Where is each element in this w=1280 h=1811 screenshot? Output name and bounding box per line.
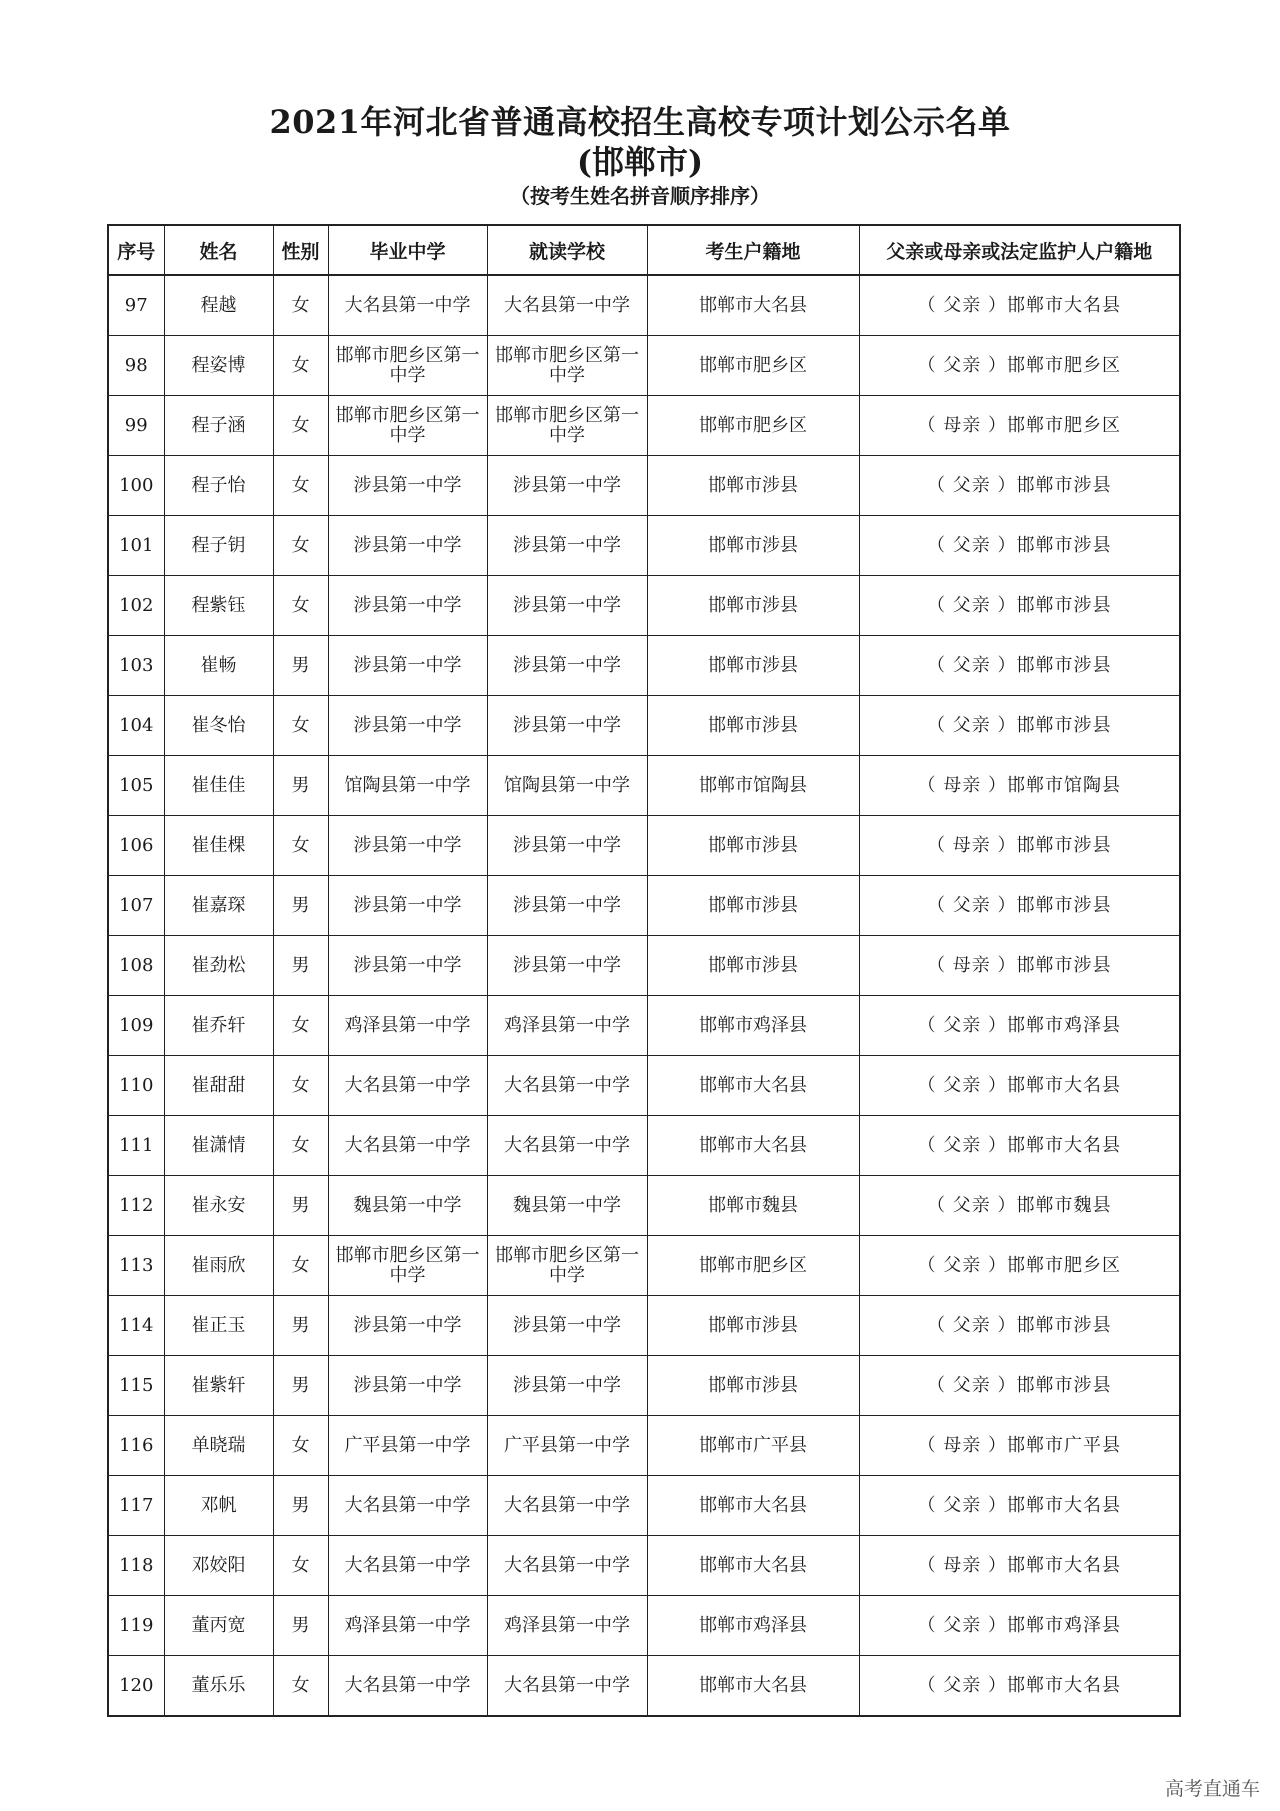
- cell-graduated-school: 广平县第一中学: [328, 1416, 487, 1476]
- cell-gender: 女: [273, 516, 328, 576]
- cell-graduated-school: 涉县第一中学: [328, 1356, 487, 1416]
- cell-graduated-school: 涉县第一中学: [328, 696, 487, 756]
- cell-household: 邯郸市广平县: [647, 1416, 859, 1476]
- cell-gender: 女: [273, 696, 328, 756]
- cell-name: 崔佳佳: [164, 756, 273, 816]
- cell-household: 邯郸市大名县: [647, 275, 859, 336]
- cell-household: 邯郸市大名县: [647, 1656, 859, 1717]
- cell-guardian-household: （ 父亲 ）邯郸市涉县: [859, 576, 1180, 636]
- cell-gender: 女: [273, 275, 328, 336]
- cell-name: 邓姣阳: [164, 1536, 273, 1596]
- cell-household: 邯郸市涉县: [647, 636, 859, 696]
- cell-name: 董乐乐: [164, 1656, 273, 1717]
- cell-graduated-school: 涉县第一中学: [328, 576, 487, 636]
- cell-household: 邯郸市肥乡区: [647, 1236, 859, 1296]
- cell-current-school: 涉县第一中学: [487, 636, 647, 696]
- cell-guardian-household: （ 父亲 ）邯郸市大名县: [859, 1476, 1180, 1536]
- cell-gender: 男: [273, 1176, 328, 1236]
- cell-index: 98: [108, 336, 164, 396]
- cell-graduated-school: 邯郸市肥乡区第一中学: [328, 336, 487, 396]
- cell-name: 单晓瑞: [164, 1416, 273, 1476]
- cell-name: 崔正玉: [164, 1296, 273, 1356]
- cell-index: 117: [108, 1476, 164, 1536]
- table-row: [108, 336, 1180, 396]
- cell-gender: 男: [273, 1476, 328, 1536]
- cell-name: 崔冬怡: [164, 696, 273, 756]
- cell-current-school: 鸡泽县第一中学: [487, 1596, 647, 1656]
- cell-index: 114: [108, 1296, 164, 1356]
- document-title: 2021年河北省普通高校招生高校专项计划公示名单: [269, 103, 1011, 141]
- cell-graduated-school: 大名县第一中学: [328, 1656, 487, 1717]
- table-row: [108, 1176, 1180, 1236]
- cell-household: 邯郸市涉县: [647, 1296, 859, 1356]
- cell-name: 崔乔轩: [164, 996, 273, 1056]
- cell-name: 崔潇情: [164, 1116, 273, 1176]
- cell-guardian-household: （ 母亲 ）邯郸市涉县: [859, 936, 1180, 996]
- cell-name: 邓帆: [164, 1476, 273, 1536]
- cell-index: 103: [108, 636, 164, 696]
- table-row: [108, 936, 1180, 996]
- cell-guardian-household: （ 父亲 ）邯郸市魏县: [859, 1176, 1180, 1236]
- cell-gender: 女: [273, 1656, 328, 1717]
- cell-index: 104: [108, 696, 164, 756]
- cell-current-school: 涉县第一中学: [487, 456, 647, 516]
- cell-index: 120: [108, 1656, 164, 1717]
- cell-current-school: 大名县第一中学: [487, 1116, 647, 1176]
- cell-index: 97: [108, 275, 164, 336]
- header-cell: 就读学校: [487, 225, 647, 275]
- header-cell: 姓名: [164, 225, 273, 275]
- cell-current-school: 邯郸市肥乡区第一中学: [487, 336, 647, 396]
- cell-index: 113: [108, 1236, 164, 1296]
- cell-guardian-household: （ 父亲 ）邯郸市鸡泽县: [859, 1596, 1180, 1656]
- cell-household: 邯郸市涉县: [647, 1356, 859, 1416]
- roster-table: [107, 224, 1181, 1717]
- cell-index: 112: [108, 1176, 164, 1236]
- cell-graduated-school: 魏县第一中学: [328, 1176, 487, 1236]
- table-row: [108, 275, 1180, 336]
- cell-index: 99: [108, 396, 164, 456]
- cell-index: 100: [108, 456, 164, 516]
- table-row: [108, 396, 1180, 456]
- cell-graduated-school: 大名县第一中学: [328, 1056, 487, 1116]
- cell-current-school: 邯郸市肥乡区第一中学: [487, 1236, 647, 1296]
- cell-guardian-household: （ 父亲 ）邯郸市肥乡区: [859, 336, 1180, 396]
- cell-gender: 男: [273, 1596, 328, 1656]
- cell-current-school: 涉县第一中学: [487, 1356, 647, 1416]
- table-row: [108, 696, 1180, 756]
- cell-graduated-school: 鸡泽县第一中学: [328, 1596, 487, 1656]
- cell-index: 118: [108, 1536, 164, 1596]
- header-cell: 毕业中学: [328, 225, 487, 275]
- cell-index: 109: [108, 996, 164, 1056]
- header-cell: 父亲或母亲或法定监护人户籍地: [859, 225, 1180, 275]
- cell-current-school: 广平县第一中学: [487, 1416, 647, 1476]
- cell-graduated-school: 邯郸市肥乡区第一中学: [328, 396, 487, 456]
- cell-current-school: 涉县第一中学: [487, 816, 647, 876]
- cell-name: 崔劲松: [164, 936, 273, 996]
- cell-guardian-household: （ 母亲 ）邯郸市大名县: [859, 1536, 1180, 1596]
- cell-index: 106: [108, 816, 164, 876]
- cell-name: 崔佳棵: [164, 816, 273, 876]
- cell-graduated-school: 涉县第一中学: [328, 636, 487, 696]
- cell-household: 邯郸市大名县: [647, 1056, 859, 1116]
- cell-guardian-household: （ 父亲 ）邯郸市大名县: [859, 1656, 1180, 1717]
- table-row: [108, 1656, 1180, 1717]
- cell-name: 崔甜甜: [164, 1056, 273, 1116]
- table-row: [108, 1416, 1180, 1476]
- cell-name: 崔嘉琛: [164, 876, 273, 936]
- cell-household: 邯郸市涉县: [647, 876, 859, 936]
- table-row: [108, 1056, 1180, 1116]
- header-cell: 性别: [273, 225, 328, 275]
- table-row: [108, 456, 1180, 516]
- cell-guardian-household: （ 父亲 ）邯郸市大名县: [859, 1056, 1180, 1116]
- cell-household: 邯郸市涉县: [647, 936, 859, 996]
- cell-current-school: 涉县第一中学: [487, 936, 647, 996]
- table-row: [108, 1296, 1180, 1356]
- cell-name: 董丙宽: [164, 1596, 273, 1656]
- cell-gender: 女: [273, 396, 328, 456]
- cell-graduated-school: 涉县第一中学: [328, 936, 487, 996]
- table-row: [108, 1596, 1180, 1656]
- cell-index: 107: [108, 876, 164, 936]
- cell-household: 邯郸市涉县: [647, 456, 859, 516]
- cell-index: 102: [108, 576, 164, 636]
- cell-index: 101: [108, 516, 164, 576]
- table-row: [108, 996, 1180, 1056]
- cell-gender: 女: [273, 996, 328, 1056]
- cell-index: 108: [108, 936, 164, 996]
- cell-current-school: 大名县第一中学: [487, 1056, 647, 1116]
- cell-graduated-school: 邯郸市肥乡区第一中学: [328, 1236, 487, 1296]
- cell-household: 邯郸市涉县: [647, 696, 859, 756]
- cell-graduated-school: 涉县第一中学: [328, 516, 487, 576]
- header-cell: 序号: [108, 225, 164, 275]
- cell-guardian-household: （ 母亲 ）邯郸市涉县: [859, 816, 1180, 876]
- cell-household: 邯郸市鸡泽县: [647, 1596, 859, 1656]
- table-row: [108, 816, 1180, 876]
- cell-name: 程子怡: [164, 456, 273, 516]
- cell-guardian-household: （ 父亲 ）邯郸市鸡泽县: [859, 996, 1180, 1056]
- cell-graduated-school: 大名县第一中学: [328, 1536, 487, 1596]
- cell-name: 崔畅: [164, 636, 273, 696]
- table-row: [108, 1236, 1180, 1296]
- cell-household: 邯郸市大名县: [647, 1536, 859, 1596]
- cell-guardian-household: （ 父亲 ）邯郸市涉县: [859, 1356, 1180, 1416]
- cell-gender: 男: [273, 636, 328, 696]
- cell-guardian-household: （ 父亲 ）邯郸市肥乡区: [859, 1236, 1180, 1296]
- cell-current-school: 邯郸市肥乡区第一中学: [487, 396, 647, 456]
- header-cell: 考生户籍地: [647, 225, 859, 275]
- sort-note: （按考生姓名拼音顺序排序）: [510, 184, 770, 208]
- cell-current-school: 涉县第一中学: [487, 516, 647, 576]
- table-body: [108, 275, 1180, 1716]
- cell-household: 邯郸市肥乡区: [647, 396, 859, 456]
- cell-household: 邯郸市馆陶县: [647, 756, 859, 816]
- cell-guardian-household: （ 父亲 ）邯郸市涉县: [859, 1296, 1180, 1356]
- table-row: [108, 576, 1180, 636]
- cell-name: 崔雨欣: [164, 1236, 273, 1296]
- cell-current-school: 大名县第一中学: [487, 1656, 647, 1717]
- table-row: [108, 1116, 1180, 1176]
- table-row: [108, 1356, 1180, 1416]
- cell-gender: 女: [273, 1536, 328, 1596]
- cell-gender: 女: [273, 1236, 328, 1296]
- cell-name: 崔永安: [164, 1176, 273, 1236]
- cell-gender: 女: [273, 576, 328, 636]
- cell-name: 程紫钰: [164, 576, 273, 636]
- cell-graduated-school: 大名县第一中学: [328, 1116, 487, 1176]
- cell-guardian-household: （ 父亲 ）邯郸市涉县: [859, 876, 1180, 936]
- cell-name: 崔紫轩: [164, 1356, 273, 1416]
- cell-current-school: 大名县第一中学: [487, 275, 647, 336]
- cell-household: 邯郸市肥乡区: [647, 336, 859, 396]
- table-row: [108, 1476, 1180, 1536]
- cell-name: 程越: [164, 275, 273, 336]
- cell-gender: 女: [273, 456, 328, 516]
- cell-index: 110: [108, 1056, 164, 1116]
- table-row: [108, 876, 1180, 936]
- cell-current-school: 涉县第一中学: [487, 576, 647, 636]
- cell-current-school: 魏县第一中学: [487, 1176, 647, 1236]
- cell-gender: 女: [273, 1116, 328, 1176]
- cell-household: 邯郸市鸡泽县: [647, 996, 859, 1056]
- cell-graduated-school: 鸡泽县第一中学: [328, 996, 487, 1056]
- cell-gender: 男: [273, 1356, 328, 1416]
- cell-index: 111: [108, 1116, 164, 1176]
- cell-index: 116: [108, 1416, 164, 1476]
- cell-gender: 男: [273, 876, 328, 936]
- document-subtitle: (邯郸市): [576, 143, 704, 181]
- cell-household: 邯郸市大名县: [647, 1476, 859, 1536]
- cell-gender: 女: [273, 336, 328, 396]
- cell-gender: 女: [273, 1416, 328, 1476]
- cell-current-school: 涉县第一中学: [487, 876, 647, 936]
- cell-guardian-household: （ 父亲 ）邯郸市涉县: [859, 516, 1180, 576]
- cell-gender: 男: [273, 936, 328, 996]
- cell-graduated-school: 大名县第一中学: [328, 1476, 487, 1536]
- cell-gender: 女: [273, 1056, 328, 1116]
- table-row: [108, 1536, 1180, 1596]
- cell-guardian-household: （ 母亲 ）邯郸市广平县: [859, 1416, 1180, 1476]
- cell-index: 105: [108, 756, 164, 816]
- cell-current-school: 大名县第一中学: [487, 1476, 647, 1536]
- cell-graduated-school: 涉县第一中学: [328, 456, 487, 516]
- cell-graduated-school: 馆陶县第一中学: [328, 756, 487, 816]
- table-row: [108, 756, 1180, 816]
- table-row: [108, 636, 1180, 696]
- watermark: 高考直通车: [1164, 1778, 1260, 1800]
- cell-index: 119: [108, 1596, 164, 1656]
- cell-gender: 男: [273, 756, 328, 816]
- cell-graduated-school: 涉县第一中学: [328, 876, 487, 936]
- cell-current-school: 涉县第一中学: [487, 1296, 647, 1356]
- cell-gender: 女: [273, 816, 328, 876]
- cell-guardian-household: （ 父亲 ）邯郸市涉县: [859, 696, 1180, 756]
- cell-name: 程姿博: [164, 336, 273, 396]
- cell-graduated-school: 涉县第一中学: [328, 816, 487, 876]
- cell-guardian-household: （ 父亲 ）邯郸市涉县: [859, 636, 1180, 696]
- cell-household: 邯郸市涉县: [647, 516, 859, 576]
- cell-gender: 男: [273, 1296, 328, 1356]
- cell-name: 程子涵: [164, 396, 273, 456]
- cell-guardian-household: （ 母亲 ）邯郸市肥乡区: [859, 396, 1180, 456]
- cell-current-school: 馆陶县第一中学: [487, 756, 647, 816]
- cell-index: 115: [108, 1356, 164, 1416]
- cell-current-school: 涉县第一中学: [487, 696, 647, 756]
- table-row: [108, 516, 1180, 576]
- cell-graduated-school: 涉县第一中学: [328, 1296, 487, 1356]
- cell-household: 邯郸市大名县: [647, 1116, 859, 1176]
- cell-guardian-household: （ 父亲 ）邯郸市大名县: [859, 1116, 1180, 1176]
- cell-household: 邯郸市涉县: [647, 576, 859, 636]
- cell-guardian-household: （ 父亲 ）邯郸市涉县: [859, 456, 1180, 516]
- table-header-row: [108, 225, 1180, 275]
- cell-name: 程子钥: [164, 516, 273, 576]
- cell-household: 邯郸市魏县: [647, 1176, 859, 1236]
- cell-guardian-household: （ 父亲 ）邯郸市大名县: [859, 275, 1180, 336]
- cell-current-school: 大名县第一中学: [487, 1536, 647, 1596]
- cell-current-school: 鸡泽县第一中学: [487, 996, 647, 1056]
- cell-household: 邯郸市涉县: [647, 816, 859, 876]
- cell-guardian-household: （ 母亲 ）邯郸市馆陶县: [859, 756, 1180, 816]
- cell-graduated-school: 大名县第一中学: [328, 275, 487, 336]
